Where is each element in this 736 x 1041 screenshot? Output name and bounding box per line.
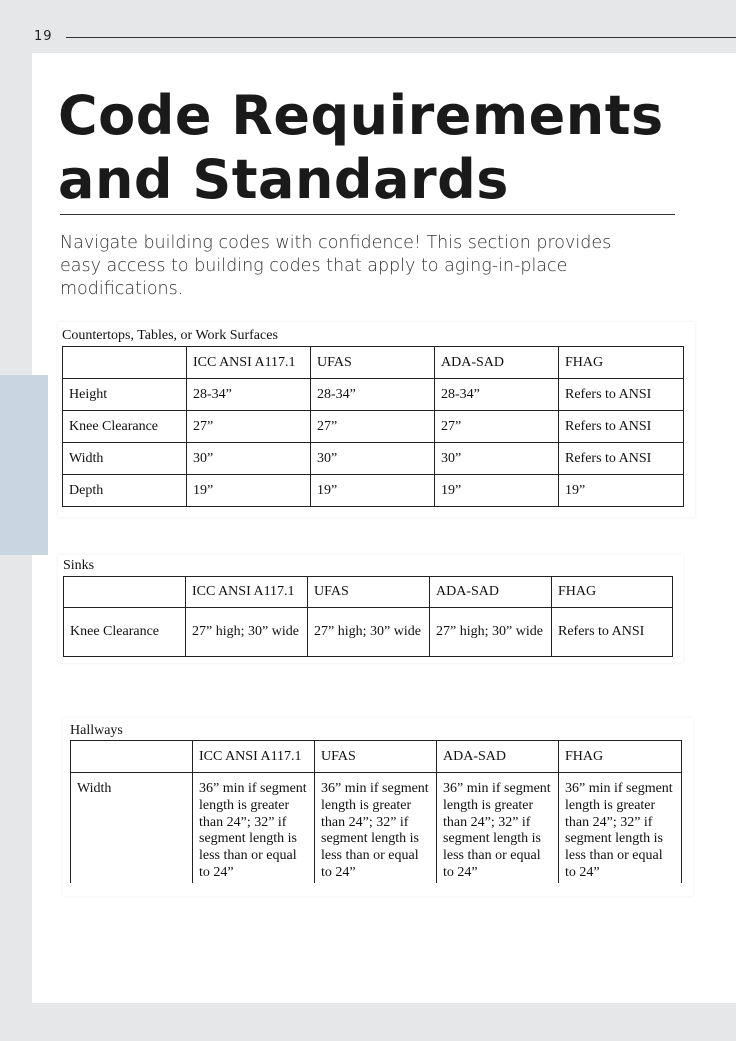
column-header: FHAG (559, 347, 684, 379)
table-row (63, 411, 684, 443)
table-cell: 36” min if segment length is greater than 24”; 32” if segment length is less than or equal to 24” (559, 773, 682, 883)
column-header: ICC ANSI A117.1 (187, 347, 311, 379)
countertops-table (62, 346, 684, 507)
column-header: ICC ANSI A117.1 (186, 577, 308, 608)
row-label: Knee Clearance (64, 608, 186, 657)
column-header (71, 741, 193, 773)
countertops-figure (58, 322, 695, 517)
table-cell: Refers to ANSI (559, 443, 684, 475)
countertops-caption: Countertops, Tables, or Work Surfaces (62, 328, 278, 343)
table-header-row (71, 741, 682, 773)
table-cell: 28-34” (311, 379, 435, 411)
table-cell: 19” (559, 475, 684, 507)
table-cell: 27” high; 30” wide (186, 608, 308, 657)
header-rule (66, 37, 736, 38)
sinks-table (63, 576, 673, 657)
table-cell: 19” (187, 475, 311, 507)
intro-paragraph: Navigate building codes with confidence! This section provides easy access to building codes that apply to aging-in-place modifications. (60, 233, 612, 299)
sinks-figure (58, 555, 683, 663)
hallways-caption: Hallways (70, 723, 123, 738)
table-row (64, 608, 673, 657)
table-row (63, 379, 684, 411)
table-header-row (63, 347, 684, 379)
table-cell: Refers to ANSI (559, 379, 684, 411)
table-row (71, 773, 682, 883)
table-cell: Refers to ANSI (559, 411, 684, 443)
table-cell: 30” (187, 443, 311, 475)
table-cell: 28-34” (435, 379, 559, 411)
column-header (64, 577, 186, 608)
table-cell: 27” (187, 411, 311, 443)
title-rule (60, 214, 675, 215)
table-row (63, 443, 684, 475)
table-cell: 30” (435, 443, 559, 475)
table-cell: 19” (435, 475, 559, 507)
table-header-row (64, 577, 673, 608)
row-label: Depth (63, 475, 187, 507)
table-cell: 36” min if segment length is greater than 24”; 32” if segment length is less than or equal to 24” (193, 773, 315, 883)
table-cell: 19” (311, 475, 435, 507)
column-header (63, 347, 187, 379)
column-header: UFAS (308, 577, 430, 608)
row-label: Width (63, 443, 187, 475)
column-header: UFAS (311, 347, 435, 379)
table-cell: 27” high; 30” wide (308, 608, 430, 657)
side-tab (0, 375, 48, 555)
sinks-caption: Sinks (63, 558, 95, 573)
table-cell: 36” min if segment length is greater than 24”; 32” if segment length is less than or equal to 24” (437, 773, 559, 883)
table-row (63, 475, 684, 507)
table-cell: 36” min if segment length is greater than 24”; 32” if segment length is less than or equal to 24” (315, 773, 437, 883)
column-header: ADA-SAD (437, 741, 559, 773)
column-header: FHAG (559, 741, 682, 773)
page-title: Code Requirements and Standards (58, 84, 664, 211)
row-label: Knee Clearance (63, 411, 187, 443)
table-cell: 27” (311, 411, 435, 443)
table-cell: 30” (311, 443, 435, 475)
table-cell: 27” (435, 411, 559, 443)
table-cell: 28-34” (187, 379, 311, 411)
column-header: ADA-SAD (435, 347, 559, 379)
row-label: Height (63, 379, 187, 411)
hallways-table (70, 740, 682, 883)
table-cell: 27” high; 30” wide (430, 608, 552, 657)
page-number: 19 (34, 29, 53, 44)
column-header: UFAS (315, 741, 437, 773)
column-header: ADA-SAD (430, 577, 552, 608)
column-header: ICC ANSI A117.1 (193, 741, 315, 773)
table-cell: Refers to ANSI (552, 608, 673, 657)
hallways-figure (63, 718, 693, 896)
row-label: Width (71, 773, 193, 883)
column-header: FHAG (552, 577, 673, 608)
